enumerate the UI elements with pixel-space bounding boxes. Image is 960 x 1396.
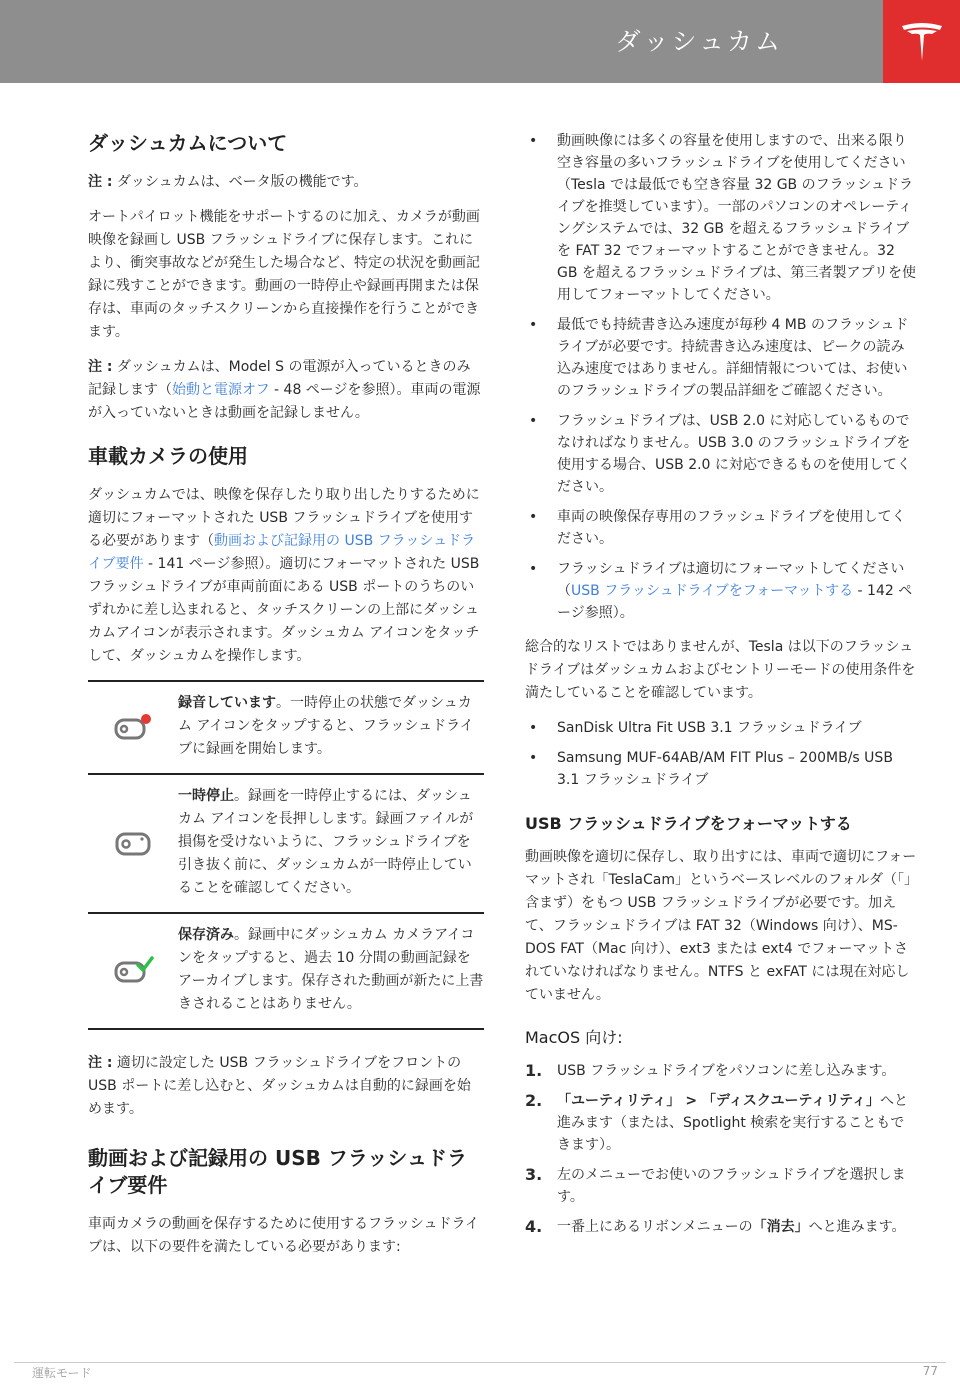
list-item: 2. 「ユーティリティ」 > 「ディスクユーティリティ」へと進みます（または、Spotlight 検索を実行することもできます）。 — [525, 1091, 909, 1153]
paragraph-intro: オートパイロット機能をサポートするのに加え、カメラが動画映像を録画し USB フラッシュドライブに保存します。これにより、衝突事故などが発生した場合など、特定の状況を動画記録に残すことができます。動画の一時停止や録画再開または保存は、車両のタッチスクリーンから直接操作を行うことができます。 — [88, 209, 480, 340]
list-item: • 車両の映像保存専用のフラッシュドライブを使用してください。 — [525, 506, 917, 550]
header-bar — [0, 0, 883, 83]
list-item: 3. 左のメニューでお使いのフラッシュドライブを選択します。 — [525, 1165, 906, 1205]
list-item: • 最低でも持続書き込み速度が毎秒 4 MB のフラッシュドライブが必要です。持続書き込み速度は、ピークの読み込み速度ではありません。詳細情報については、お使いのフラッシュドライブの製品詳細をご確認ください。 — [525, 314, 917, 402]
list-item: • フラッシュドライブは適切にフォーマットしてください（USB フラッシュドライブをフォーマットする - 142 ページ参照）。 — [525, 558, 917, 624]
list-item: 1. USB フラッシュドライブをパソコンに差し込みます。 — [525, 1061, 896, 1080]
heading-camera-use: 車載カメラの使用 — [88, 444, 248, 468]
tesla-logo-icon — [899, 19, 945, 65]
page-title: ダッシュカム — [615, 27, 783, 56]
note-power: 注 : ダッシュカムは、Model S の電源が入っているときのみ記録します（始動と電源オフ - 48 ページを参照）。車両の電源が入っていないときは動画を記録しません。 — [88, 359, 481, 421]
verified-drives-list — [525, 717, 917, 791]
heading-about-dashcam: ダッシュカムについて — [88, 131, 288, 155]
link-start-power-off[interactable]: 始動と電源オフ — [172, 382, 270, 398]
status-row-paused: 一時停止。録画を一時停止するには、ダッシュカム アイコンを長押しします。録画ファイルが損傷を受けないように、フラッシュドライブを引き抜く前に、ダッシュカムが一時停止していることを確認してください。 — [88, 775, 484, 914]
heading-macos: MacOS 向け: — [525, 1028, 623, 1047]
list-item: 4. 一番上にあるリボンメニューの「消去」へと進みます。 — [525, 1217, 906, 1236]
footer-divider — [14, 1362, 946, 1363]
paragraph-format: 動画映像を適切に保存し、取り出すには、車両で適切にフォーマットされ「TeslaCam」というベースレベルのフォルダ（「」含まず）をもつ USB フラッシュドライブが必要です。加えて、フラッシュドライブは FAT 32（Windows 向け）、MS-DOS FAT（Mac 向け）、ext3 または ext4 でフォーマットされていなければなりません。NTFS と exFAT には現在対応していません。 — [525, 849, 917, 1003]
status-row-saved: 保存済み。録画中にダッシュカム カメラアイコンをタップすると、過去 10 分間の動画記録をアーカイブします。保存された動画が新たに上書きされることはありません。 — [88, 914, 484, 1030]
status-row-recording: 録音しています。一時停止の状態でダッシュカム アイコンをタップすると、フラッシュドライブに録画を開始します。 — [88, 682, 484, 775]
heading-usb-requirements: 動画および記録用の USB フラッシュドライブ要件 — [88, 1146, 468, 1197]
right-column — [525, 130, 917, 1246]
link-usb-requirements[interactable]: 動画および記録用の USB フラッシュドライブ要件 — [88, 533, 476, 572]
note-auto-record: 注 : 適切に設定した USB フラッシュドライブをフロントの USB ポートに差し込むと、ダッシュカムは自動的に録画を始めます。 — [88, 1055, 471, 1117]
paragraph-camera-use: ダッシュカムでは、映像を保存したり取り出したりするために適切にフォーマットされた USB フラッシュドライブを使用する必要があります（動画および記録用の USB フラッシュドライブ要件 - 141 ページ参照）。適切にフォーマットされた USB フラッシュドライブが車両前面にある USB ポートのうちのいずれかに差し込まれると、タッチスクリーンの上部にダッシュカムアイコンが表示されます。ダッシュカム アイコンをタッチして、ダッシュカムを操作します。 — [88, 487, 480, 664]
list-item: • SanDisk Ultra Fit USB 3.1 フラッシュドライブ — [525, 717, 917, 739]
requirements-list — [525, 130, 917, 624]
footer-section-name: 運転モード — [32, 1366, 92, 1380]
link-format-usb[interactable]: USB フラッシュドライブをフォーマットする — [571, 583, 854, 599]
paragraph-requirements: 車両カメラの動画を保存するために使用するフラッシュドライブは、以下の要件を満たしている必要があります: — [88, 1216, 480, 1255]
status-table — [88, 680, 484, 1030]
dashcam-paused-icon — [111, 828, 155, 858]
left-column — [88, 130, 484, 1271]
paragraph-verified-drives: 総合的なリストではありませんが、Tesla は以下のフラッシュドライブはダッシュカムおよびセントリーモードの使用条件を満たしていることを確認しています。 — [525, 639, 916, 701]
heading-format-usb: USB フラッシュドライブをフォーマットする — [525, 814, 852, 833]
list-item: • 動画映像には多くの容量を使用しますので、出来る限り空き容量の多いフラッシュドライブを使用してください（Tesla では最低でも空き容量 32 GB のフラッシュドライブを推奨しています）。一部のパソコンのオペレーティングシステムでは、32 GB を超えるフラッシュドライブを FAT 32 でフォーマットすることができません。32 GB を超えるフラッシュドライブは、第三者製アプリを使用してフォーマットしてください。 — [525, 130, 917, 306]
dashcam-saved-icon — [111, 955, 155, 985]
note-beta: 注 : ダッシュカムは、ベータ版の機能です。 — [88, 174, 368, 190]
dashcam-recording-icon — [111, 712, 155, 742]
macos-steps — [525, 1060, 917, 1238]
page-number: 77 — [922, 1364, 938, 1378]
list-item: • Samsung MUF-64AB/AM FIT Plus – 200MB/s USB 3.1 フラッシュドライブ — [525, 747, 917, 791]
list-item: • フラッシュドライブは、USB 2.0 に対応しているものでなければなりません。USB 3.0 のフラッシュドライブを使用する場合、USB 2.0 に対応できるものを使用してください。 — [525, 410, 917, 498]
logo-box — [883, 0, 960, 83]
